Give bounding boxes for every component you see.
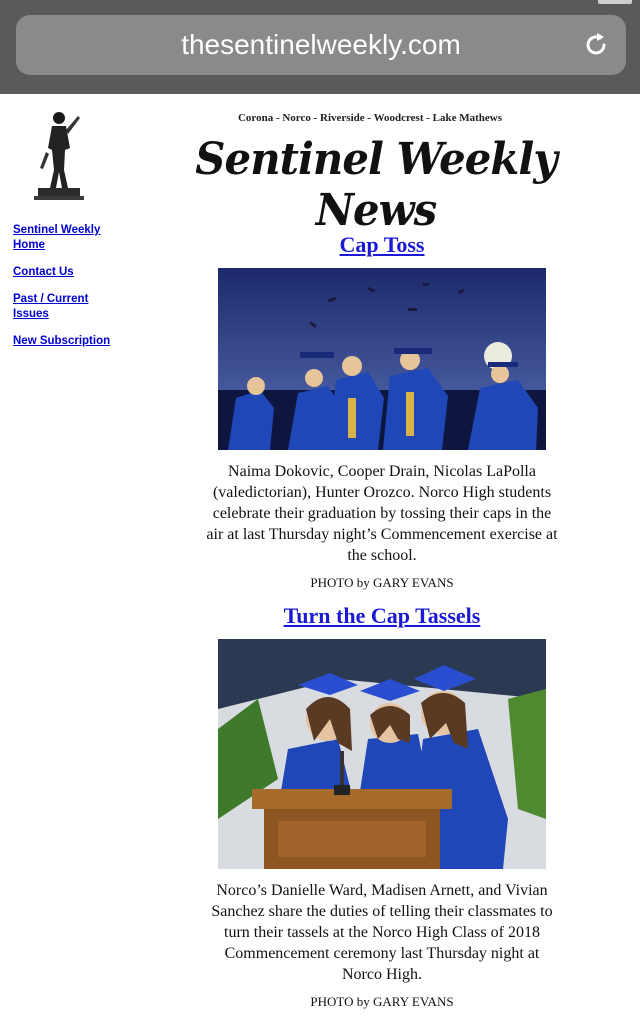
status-indicator: [598, 0, 632, 4]
cap-toss-photo: [218, 268, 546, 450]
article-title-tassels[interactable]: Turn the Cap Tassels: [283, 603, 481, 628]
sidebar-link-subscription[interactable]: New Subscription: [13, 335, 111, 347]
sidebar-nav: [13, 223, 123, 361]
cap-toss-credit: PHOTO by GARY EVANS: [310, 575, 454, 590]
reload-icon[interactable]: [580, 29, 612, 61]
masthead-title: Sentinel Weekly News: [195, 134, 557, 236]
url-text: thesentinelweekly.com: [181, 29, 461, 60]
minuteman-logo: [30, 108, 88, 200]
sidebar-link-issues[interactable]: Past / Current Issues: [13, 293, 89, 320]
coverage-towns: Corona - Norco - Riverside - Woodcrest - Lake Mathews: [237, 112, 503, 124]
article-title-cap-toss[interactable]: Cap Toss: [339, 232, 425, 257]
browser-address-bar: [0, 0, 640, 94]
tassels-caption: Norco’s Danielle Ward, Madisen Arnett, and Vivian Sanchez share the duties of telling their classmates to turn their tassels at the Norco High Class of 2018 Commencement ceremony last Thursday night at Norco High.: [211, 882, 553, 983]
tassels-photo: [218, 639, 546, 869]
url-field[interactable]: [16, 15, 626, 75]
cap-toss-caption: Naima Dokovic, Cooper Drain, Nicolas LaPolla (valedictorian), Hunter Orozco. Norco High students celebrate their graduation by tossing their caps in the air at last Thursday night’s Commencement exercise at the school.: [206, 463, 558, 564]
sidebar-link-contact[interactable]: Contact Us: [13, 266, 74, 278]
sidebar-link-home[interactable]: Sentinel Weekly Home: [13, 224, 101, 251]
tassels-credit: PHOTO by GARY EVANS: [310, 994, 454, 1009]
